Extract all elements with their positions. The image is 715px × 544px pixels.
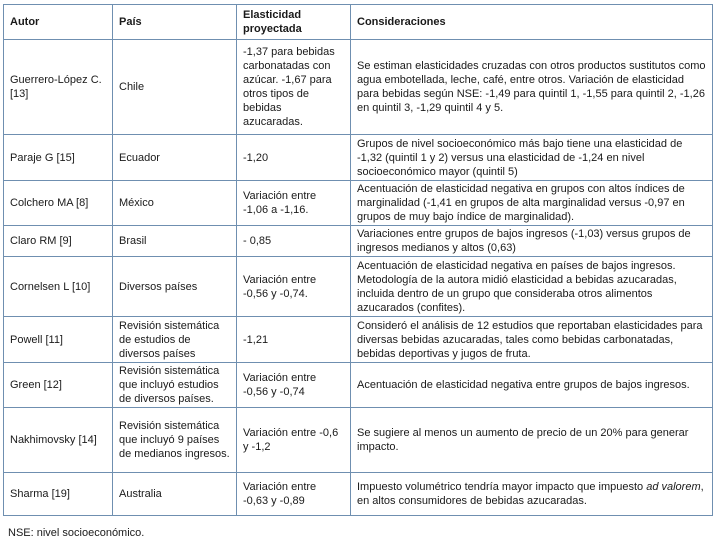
cell-autor: Nakhimovsky [14]	[4, 408, 113, 473]
cell-elasticidad: Variación entre -0,63 y -0,89	[237, 473, 351, 516]
header-consideraciones: Consideraciones	[351, 5, 713, 40]
cell-consideraciones: Variaciones entre grupos de bajos ingresos (-1,03) versus grupos de ingresos medianos y altos (0,63)	[351, 226, 713, 257]
header-row	[4, 5, 713, 40]
cell-consideraciones: Se estiman elasticidades cruzadas con otros productos sustitutos como agua embotellada, leche, café, entre otros. Variación de elasticidad para bebidas según NSE: -1,49 para quintil 1, -1,55 para quintil 2, -1,26 en quintil 3, -1,29 quintil 4 y 5.	[351, 40, 713, 135]
cell-consideraciones: Se sugiere al menos un aumento de precio de un 20% para generar impacto.	[351, 408, 713, 473]
cell-autor: Guerrero-López C. [13]	[4, 40, 113, 135]
cell-elasticidad: -1,21	[237, 317, 351, 363]
cell-pais: Chile	[113, 40, 237, 135]
cell-autor: Sharma [19]	[4, 473, 113, 516]
cell-consideraciones: Acentuación de elasticidad negativa entre grupos de bajos ingresos.	[351, 363, 713, 408]
cell-consideraciones: Consideró el análisis de 12 estudios que reportaban elasticidades para diversas bebidas azucaradas, tales como bebidas carbonatadas, bebidas deportivas y jugos de fruta.	[351, 317, 713, 363]
table-row	[4, 181, 713, 226]
table-footnote: NSE: nivel socioeconómico.	[8, 527, 145, 539]
table-row	[4, 257, 713, 317]
table-row	[4, 317, 713, 363]
cell-consideraciones: Grupos de nivel socioeconómico más bajo tiene una elasticidad de -1,32 (quintil 1 y 2) versus una elasticidad de -1,24 en nivel socioeconómico mayor (quintil 5)	[351, 135, 713, 181]
cell-pais: Australia	[113, 473, 237, 516]
table-row	[4, 408, 713, 473]
cell-elasticidad: Variación entre -1,06 a -1,16.	[237, 181, 351, 226]
cell-text: , en altos consumidores de bebidas azucaradas.	[357, 481, 704, 507]
cell-consideraciones: Acentuación de elasticidad negativa en grupos con altos índices de marginalidad (-1,41 en grupos de alta marginalidad versus -0,97 en grupos de muy bajo índice de marginalidad).	[351, 181, 713, 226]
cell-consideraciones	[351, 473, 713, 516]
cell-elasticidad: Variación entre -0,56 y -0,74.	[237, 257, 351, 317]
table-row	[4, 135, 713, 181]
cell-elasticidad: Variación entre -0,6 y -1,2	[237, 408, 351, 473]
cell-autor: Cornelsen L [10]	[4, 257, 113, 317]
cell-text-italic: ad valorem	[646, 481, 701, 493]
table-row	[4, 226, 713, 257]
cell-elasticidad: -1,37 para bebidas carbonatadas con azúcar. -1,67 para otros tipos de bebidas azucaradas.	[237, 40, 351, 135]
cell-elasticidad: Variación entre -0,56 y -0,74	[237, 363, 351, 408]
cell-autor: Green [12]	[4, 363, 113, 408]
cell-autor: Paraje G [15]	[4, 135, 113, 181]
table-row	[4, 473, 713, 516]
cell-elasticidad: -1,20	[237, 135, 351, 181]
cell-pais: Revisión sistemática de estudios de diversos países	[113, 317, 237, 363]
cell-pais: Revisión sistemática que incluyó estudios de diversos países.	[113, 363, 237, 408]
cell-text: Impuesto volumétrico tendría mayor impacto que impuesto	[357, 481, 647, 493]
cell-consideraciones: Acentuación de elasticidad negativa en países de bajos ingresos. Metodología de la autora midió elasticidad a bebidas azucaradas, incluida dentro de un grupo que consideraba otros alimentos azucarados (confites).	[351, 257, 713, 317]
header-elasticidad: Elasticidad proyectada	[237, 5, 351, 40]
cell-autor: Claro RM [9]	[4, 226, 113, 257]
cell-pais: Revisión sistemática que incluyó 9 países de medianos ingresos.	[113, 408, 237, 473]
cell-autor: Colchero MA [8]	[4, 181, 113, 226]
cell-pais: Ecuador	[113, 135, 237, 181]
cell-autor: Powell [11]	[4, 317, 113, 363]
cell-pais: México	[113, 181, 237, 226]
cell-pais: Brasil	[113, 226, 237, 257]
table-row	[4, 363, 713, 408]
header-autor: Autor	[4, 5, 113, 40]
cell-pais: Diversos países	[113, 257, 237, 317]
table-row	[4, 40, 713, 135]
header-pais: País	[113, 5, 237, 40]
data-table	[3, 4, 713, 516]
cell-elasticidad: - 0,85	[237, 226, 351, 257]
